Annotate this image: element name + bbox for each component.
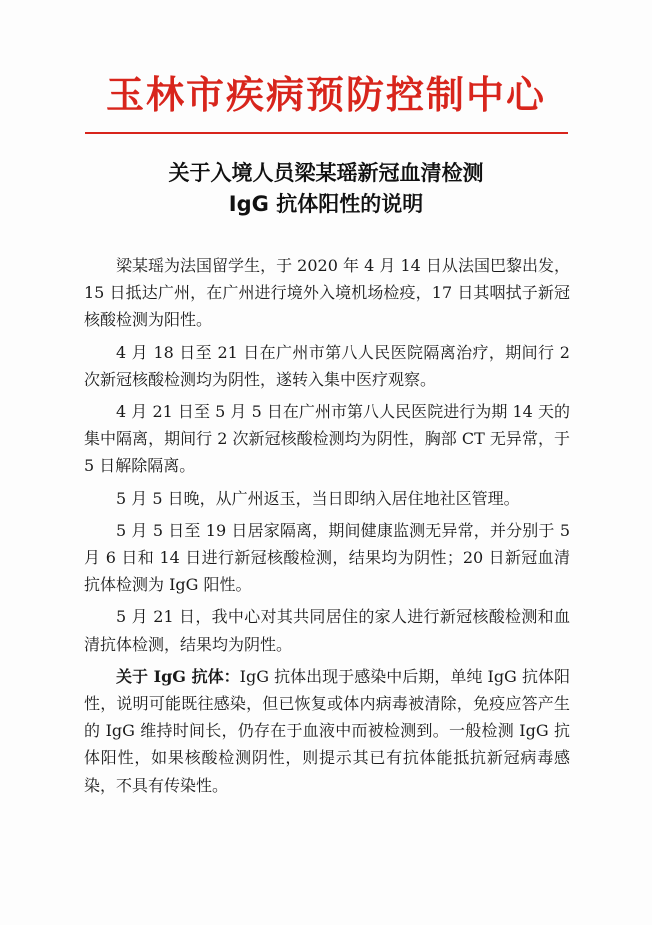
document-title [0, 158, 652, 220]
paragraph-quarantine: 4 月 21 日至 5 月 5 日在广州市第八人民医院进行为期 14 天的集中隔离，期间行 2 次新冠核酸检测均为阴性，胸部 CT 无异常，于 5 日解除隔离。 [84, 402, 570, 476]
red-divider-line [85, 132, 568, 134]
title-line-1: 关于入境人员梁某瑶新冠血清检测 [168, 161, 484, 185]
paragraph-home-isolation: 5 月 5 日至 19 日居家隔离，期间健康监测无异常，并分别于 5 月 6 日和 14 日进行新冠核酸检测，结果均为阴性；20 日新冠血清抗体检测为 IgG 阳性。 [84, 520, 570, 595]
title-line-2: IgG 抗体阳性的说明 [228, 192, 424, 216]
paragraph-igg-explanation [84, 663, 570, 799]
organization-header: 玉林市疾病预防控制中心 [105, 72, 546, 117]
paragraph-treatment: 4 月 18 日至 21 日在广州市第八人民医院隔离治疗，期间行 2 次新冠核酸检测均为阴性，遂转入集中医疗观察。 [84, 342, 570, 389]
igg-explanation-text: IgG 抗体出现于感染中后期，单纯 IgG 抗体阳性，说明可能既往感染，但已恢复或体内病毒被清除，免疫应答产生的 IgG 维持时间长，仍存在于血液中而被检测到。一般检测 IgG 抗体阳性，如果核酸检测阴性，则提示其已有抗体能抵抗新冠病毒感染，不具有传染性。 [84, 666, 570, 795]
paragraph-family-test: 5 月 21 日，我中心对其共同居住的家人进行新冠核酸检测和血清抗体检测，结果均为阴性。 [84, 607, 570, 654]
paragraph-return: 5 月 5 日晚，从广州返玉，当日即纳入居住地社区管理。 [116, 488, 520, 508]
paragraph-background: 梁某瑶为法国留学生，于 2020 年 4 月 14 日从法国巴黎出发，15 日抵达广州，在广州进行境外入境机场检疫，17 日其咽拭子新冠核酸检测为阳性。 [84, 256, 570, 330]
document-body [84, 252, 570, 804]
igg-lead-label: 关于 IgG 抗体： [116, 666, 240, 686]
